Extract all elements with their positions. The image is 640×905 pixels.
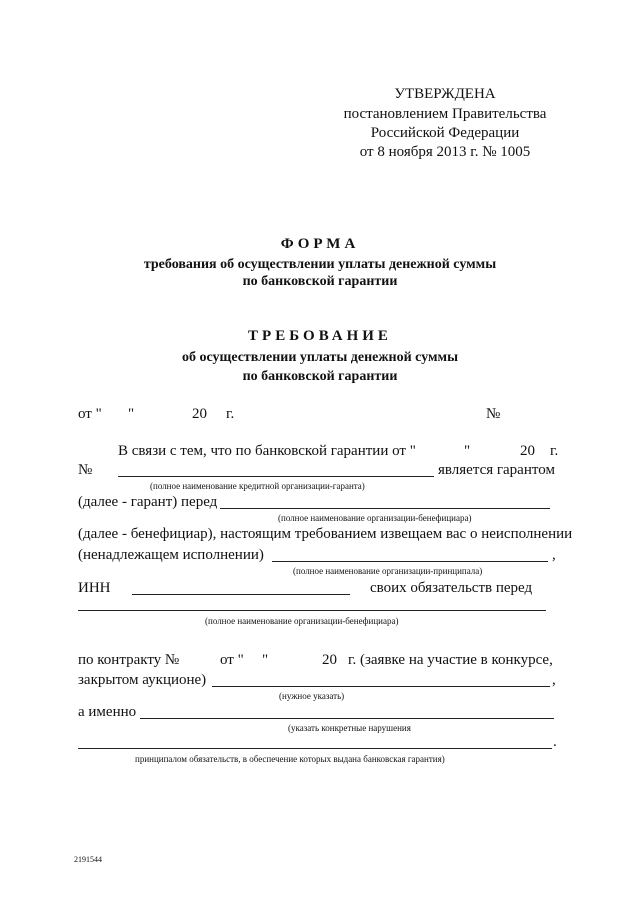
caption-beneficiary-2: (полное наименование организации-бенефициара) [205, 616, 399, 626]
contract-tail: г. (заявке на участие в конкурсе, [348, 652, 553, 668]
footer-code: 2191544 [74, 855, 102, 864]
approval-line-3: от 8 ноября 2013 г. № 1005 [359, 144, 531, 160]
approval-heading: УТВЕРЖДЕНА [394, 86, 496, 102]
demand-title-line-1: об осуществлении уплаты денежной суммы [181, 350, 459, 365]
contract-from: от " [220, 652, 244, 668]
contract-quote: " [262, 652, 269, 668]
specify-line [212, 686, 550, 687]
approval-line-2: Российской Федерации [370, 125, 520, 141]
period: . [553, 734, 557, 750]
namely-label: а именно [78, 704, 137, 720]
beneficiary-name-line-2 [78, 610, 546, 611]
beneficiary-text: (далее - бенефициар), настоящим требованием извещаем вас о неисполнении [78, 526, 573, 542]
guarantor-before-text: (далее - гарант) перед [78, 494, 218, 510]
inn-line [132, 594, 350, 595]
contract-year: 20 [322, 652, 337, 668]
demand-title-word: ТРЕБОВАНИЕ [248, 328, 392, 344]
contract-label: по контракту № [78, 652, 180, 668]
date-year: 20 [192, 406, 207, 422]
form-title-word: ФОРМА [280, 236, 360, 252]
caption-specify: (нужное указать) [279, 691, 345, 701]
guarantor-name-line [118, 476, 434, 477]
caption-principal: (полное наименование организации-принципала) [293, 566, 483, 576]
caption-beneficiary: (полное наименование организации-бенефициара) [278, 513, 472, 523]
violations-line-2 [78, 748, 552, 749]
p1-year: 20 [520, 443, 535, 459]
caption-guarantor: (полное наименование кредитной организации-гаранта) [150, 481, 365, 491]
form-title-line-1: требования об осуществлении уплаты денежной суммы [143, 257, 497, 272]
comma-2: , [552, 672, 556, 688]
principal-name-line [272, 561, 548, 562]
p1-quote: " [464, 443, 471, 459]
form-title-line-2: по банковской гарантии [242, 274, 398, 289]
improper-text: (ненадлежащем исполнении) [78, 547, 264, 563]
comma-1: , [552, 547, 556, 563]
inn-label: ИНН [78, 580, 111, 596]
caption-violations: (указать конкретные нарушения [288, 723, 411, 733]
violations-line [140, 718, 554, 719]
is-guarantor-text: является гарантом [438, 462, 555, 478]
p1-text: В связи с тем, что по банковской гарантии от " [118, 443, 416, 459]
closed-auction-text: закрытом аукционе) [78, 672, 207, 688]
obligations-text: своих обязательств перед [370, 580, 533, 596]
document-number-sign: № [486, 406, 501, 422]
caption-final: принципалом обязательств, в обеспечение которых выдана банковская гарантия) [135, 754, 445, 764]
guarantee-number-sign: № [78, 462, 93, 478]
beneficiary-name-line [220, 508, 550, 509]
date-from: от " [78, 406, 102, 422]
approval-line-1: постановлением Правительства [343, 106, 547, 122]
date-g: г. [226, 406, 235, 422]
date-quote: " [128, 406, 135, 422]
demand-title-line-2: по банковской гарантии [242, 369, 398, 384]
p1-g: г. [550, 443, 559, 459]
